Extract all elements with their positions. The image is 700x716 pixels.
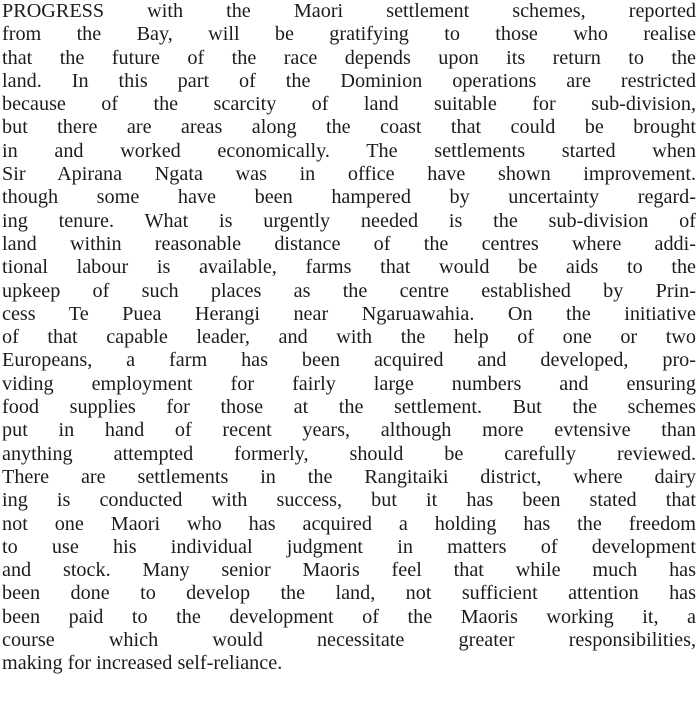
text-line: ing tenure. What is urgently needed is the sub-division of xyxy=(2,209,696,232)
text-line: viding employment for fairly large numbers and ensuring xyxy=(2,372,696,395)
text-line: PROGRESS with the Maori settlement schemes, reported xyxy=(2,0,696,22)
text-line: land within reasonable distance of the centres where addi- xyxy=(2,232,696,255)
text-line: but there are areas along the coast that could be brought xyxy=(2,116,696,139)
text-line: anything attempted formerly, should be carefully reviewed. xyxy=(2,442,696,465)
text-line: though some have been hampered by uncertainty regard- xyxy=(2,186,696,209)
text-line: of that capable leader, and with the help of one or two xyxy=(2,326,696,349)
text-line: and stock. Many senior Maoris feel that while much has xyxy=(2,559,696,582)
text-line: in and worked economically. The settlements started when xyxy=(2,139,696,162)
text-line: been paid to the development of the Maoris working it, a xyxy=(2,605,696,628)
text-line: tional labour is available, farms that would be aids to the xyxy=(2,256,696,279)
text-line: land. In this part of the Dominion operations are restricted xyxy=(2,69,696,92)
text-line: cess Te Puea Herangi near Ngaruawahia. On the initiative xyxy=(2,302,696,325)
text-line: making for increased self-reliance. xyxy=(2,652,283,675)
text-line: from the Bay, will be gratifying to those who realise xyxy=(2,23,696,46)
text-line: that the future of the race depends upon its return to the xyxy=(2,46,696,69)
article-text xyxy=(2,0,696,676)
text-line: upkeep of such places as the centre established by Prin- xyxy=(2,279,696,302)
text-line: Europeans, a farm has been acquired and developed, pro- xyxy=(2,349,696,372)
text-line: food supplies for those at the settlement. But the schemes xyxy=(2,396,696,419)
text-line: to use his individual judgment in matters of development xyxy=(2,535,696,558)
text-line: ing is conducted with success, but it has been stated that xyxy=(2,489,696,512)
text-line: because of the scarcity of land suitable for sub-division, xyxy=(2,93,696,116)
text-line: put in hand of recent years, although more evtensive than xyxy=(2,419,696,442)
text-line: not one Maori who has acquired a holding has the freedom xyxy=(2,512,696,535)
text-line: course which would necessitate greater responsibilities, xyxy=(2,629,696,652)
text-line: There are settlements in the Rangitaiki district, where dairy xyxy=(2,465,696,488)
text-line: Sir Apirana Ngata was in office have shown improvement. xyxy=(2,163,696,186)
text-line: been done to develop the land, not sufficient attention has xyxy=(2,582,696,605)
